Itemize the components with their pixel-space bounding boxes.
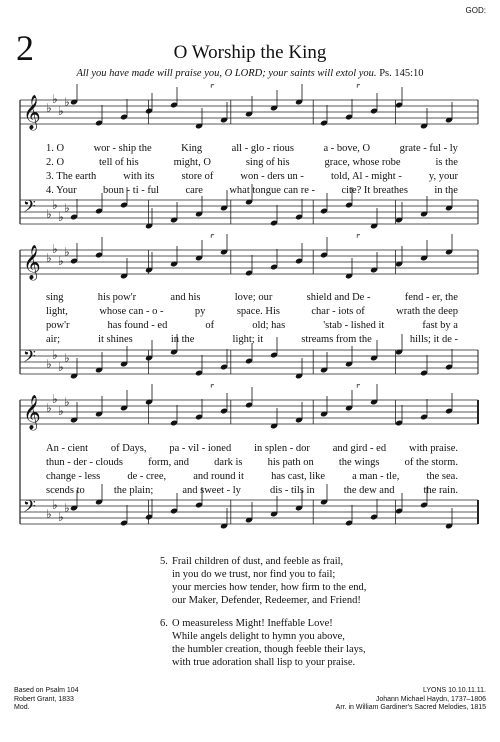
lyric-syllables: thun - der - clouds [46, 457, 123, 468]
fermata-icon: ⌜ [210, 84, 215, 95]
credit-line: Arr. in William Gardiner's Sacred Melodies, 1815 [335, 704, 486, 711]
lyric-syllables: is the [435, 157, 458, 168]
lyric-syllables: shield and De - [306, 292, 371, 303]
lyric-syllables: form, and [148, 457, 189, 468]
lyric-syllables: 3. The earth [46, 171, 97, 182]
lyric-verse-line [46, 171, 458, 182]
lyric-syllables: sing [46, 292, 64, 303]
lyric-syllables: the rain. [423, 485, 458, 496]
lyric-syllables: wor - ship the [93, 143, 152, 154]
flat-sign-icon: ♭ [46, 207, 52, 221]
lyric-syllables: boun - ti - ful [103, 185, 160, 196]
flat-sign-icon: ♭ [58, 360, 64, 374]
credit-line: Johann Michael Haydn, 1737–1806 [375, 695, 486, 703]
flat-sign-icon: ♭ [46, 251, 52, 265]
flat-sign-icon: ♭ [52, 498, 58, 512]
lyric-syllables: what tongue can re - [229, 185, 316, 196]
lyric-syllables: fend - er, the [404, 292, 458, 303]
lyric-syllables: air; [46, 334, 60, 345]
lyric-syllables: and gird - ed [332, 443, 387, 454]
text-credits [14, 687, 79, 713]
lyric-syllables: the plain; [113, 485, 154, 496]
fermata-icon: ⌜ [356, 384, 361, 395]
lyric-syllables: his pow'r [97, 292, 137, 303]
lyric-syllables: it shines [98, 334, 133, 345]
lyric-syllables: wrath the deep [396, 306, 458, 317]
flat-sign-icon: ♭ [58, 510, 64, 524]
flat-sign-icon: ♭ [58, 104, 64, 118]
lyric-verse-line [46, 320, 458, 331]
lyric-syllables: streams from the [301, 334, 372, 345]
lyric-syllables: dis - tils in [270, 485, 315, 496]
flat-sign-icon: ♭ [64, 201, 70, 215]
credit-line: Robert Grant, 1833 [14, 695, 74, 703]
flat-sign-icon: ♭ [46, 357, 52, 371]
lyric-syllables: the wings [338, 457, 380, 468]
flat-sign-icon: ♭ [64, 95, 70, 109]
scripture-text: All you have made will praise you, O LORD; your saints will extol you. [76, 68, 377, 79]
fermata-icon: ⌜ [210, 384, 215, 395]
treble-clef-icon: 𝄞 [23, 395, 41, 430]
lyric-syllables: care [185, 185, 203, 196]
lyric-syllables: and his [170, 292, 201, 303]
credit-line: LYONS 10.10.11.11. [422, 687, 486, 694]
flat-sign-icon: ♭ [52, 348, 58, 362]
lyric-syllables: fast by a [422, 320, 458, 331]
flat-sign-icon: ♭ [58, 404, 64, 418]
lyric-syllables: y, your [428, 171, 458, 182]
flat-sign-icon: ♭ [64, 351, 70, 365]
lyric-syllables: An - cient [46, 443, 88, 454]
flat-sign-icon: ♭ [64, 501, 70, 515]
lyric-syllables: of Days, [110, 443, 147, 454]
lyric-syllables: cite? It breathes [341, 185, 408, 196]
lyric-syllables: and sweet - ly [182, 485, 241, 496]
lyric-syllables: 1. O [46, 143, 65, 154]
stanza-line: in you do we trust, nor find you to fail; [172, 569, 336, 580]
treble-clef-icon: 𝄞 [23, 95, 41, 130]
lyric-syllables: space. His [236, 306, 280, 317]
stanza-line: your mercies how tender, how firm to the end, [172, 582, 367, 593]
lyric-syllables: the sea. [426, 471, 458, 482]
lyric-syllables: hills; it de - [409, 334, 458, 345]
lyric-syllables: a man - tle, [352, 471, 400, 482]
lyric-syllables: his path on [267, 457, 314, 468]
flat-sign-icon: ♭ [52, 198, 58, 212]
lyric-syllables: of [205, 320, 215, 331]
stanza-line: the humbler creation, though feeble their lays, [172, 644, 366, 655]
lyric-syllables: and round it [193, 471, 244, 482]
scripture-reference: Ps. 145:10 [379, 68, 424, 79]
lyric-verse-line [46, 334, 458, 345]
stanza-line: our Maker, Defender, Redeemer, and Friend! [172, 595, 361, 606]
credit-line: Based on Psalm 104 [14, 687, 79, 694]
lyric-verse-line [46, 485, 458, 496]
lyric-syllables: tell of his [99, 157, 139, 168]
hymn-number: 2 [16, 28, 34, 68]
lyric-syllables: of the storm. [404, 457, 458, 468]
lyric-syllables: King [181, 143, 203, 154]
stanza-line: Frail children of dust, and feeble as frail, [172, 556, 344, 567]
lyric-syllables: dark is [214, 457, 243, 468]
flat-sign-icon: ♭ [58, 254, 64, 268]
lyric-verse-line [46, 471, 458, 482]
lyric-syllables: char - iots of [311, 306, 365, 317]
lyric-syllables: with praise. [409, 443, 458, 454]
lyric-verse-line [46, 185, 458, 196]
flat-sign-icon: ♭ [46, 507, 52, 521]
lyric-syllables: whose can - o - [99, 306, 164, 317]
flat-sign-icon: ♭ [52, 92, 58, 106]
treble-clef-icon: 𝄞 [23, 245, 41, 280]
flat-sign-icon: ♭ [46, 401, 52, 415]
stanza-line: O measureless Might! Ineffable Love! [172, 618, 333, 629]
flat-sign-icon: ♭ [52, 392, 58, 406]
lyric-verse-line [46, 157, 458, 168]
lyric-syllables: in the [434, 185, 458, 196]
lyric-verse-line [46, 457, 458, 468]
lyric-syllables: in the [170, 334, 195, 345]
lyric-syllables: de - cree, [127, 471, 167, 482]
lyric-syllables: scends to [46, 485, 85, 496]
lyric-syllables: with its [123, 171, 155, 182]
lyric-syllables: a - bove, O [323, 143, 371, 154]
stanza-5 [160, 555, 366, 607]
tune-credits [336, 687, 486, 713]
fermata-icon: ⌜ [210, 234, 215, 245]
flat-sign-icon: ♭ [58, 210, 64, 224]
lyric-syllables: love; our [234, 292, 273, 303]
lyric-verse-line [46, 306, 458, 317]
lyric-syllables: pow'r [46, 320, 70, 331]
stanza-number: 5. [160, 556, 168, 567]
lyric-syllables: has cast, like [271, 471, 326, 482]
lyric-syllables: light, [46, 306, 68, 317]
lyric-syllables: won - ders un - [240, 171, 304, 182]
flat-sign-icon: ♭ [64, 395, 70, 409]
lyric-syllables: sing of his [245, 157, 290, 168]
section-tag: GOD: [465, 6, 486, 15]
additional-stanzas [160, 555, 366, 679]
lyric-syllables: might, O [173, 157, 211, 168]
bass-clef-icon: 𝄢 [23, 196, 36, 220]
lyric-syllables: 'stab - lished it [323, 320, 385, 331]
lyric-syllables: 2. O [46, 157, 65, 168]
lyric-syllables: old; has [252, 320, 286, 331]
stanza-number: 6. [160, 618, 168, 629]
lyric-verse-line [46, 143, 458, 154]
bass-clef-icon: 𝄢 [23, 496, 36, 520]
stanza-line: While angels delight to hymn you above, [172, 631, 345, 642]
lyric-verse-line [46, 292, 458, 303]
hymn-title: O Worship the King [173, 42, 327, 63]
lyric-syllables: told, Al - might - [330, 171, 402, 182]
lyric-syllables: store of [181, 171, 214, 182]
lyric-syllables: in splen - dor [254, 443, 310, 454]
lyric-syllables: py [194, 306, 206, 317]
credit-line: Mod. [14, 704, 30, 711]
lyric-syllables: change - less [46, 471, 101, 482]
lyric-syllables: all - glo - rious [231, 143, 294, 154]
bass-clef-icon: 𝄢 [23, 346, 36, 370]
lyric-verse-line [46, 443, 458, 454]
lyric-syllables: grace, whose robe [324, 157, 401, 168]
lyric-syllables: 4. Your [46, 185, 77, 196]
fermata-icon: ⌜ [356, 84, 361, 95]
flat-sign-icon: ♭ [46, 101, 52, 115]
flat-sign-icon: ♭ [64, 245, 70, 259]
flat-sign-icon: ♭ [52, 242, 58, 256]
lyric-syllables: grate - ful - ly [399, 143, 458, 154]
stanza-line: with true adoration shall lisp to your praise. [172, 657, 356, 668]
fermata-icon: ⌜ [356, 234, 361, 245]
lyric-syllables: light; it [232, 334, 264, 345]
lyric-syllables: pa - vil - ioned [169, 443, 232, 454]
stanza-6 [160, 617, 366, 669]
lyric-syllables: has found - ed [107, 320, 168, 331]
lyric-syllables: the dew and [343, 485, 395, 496]
